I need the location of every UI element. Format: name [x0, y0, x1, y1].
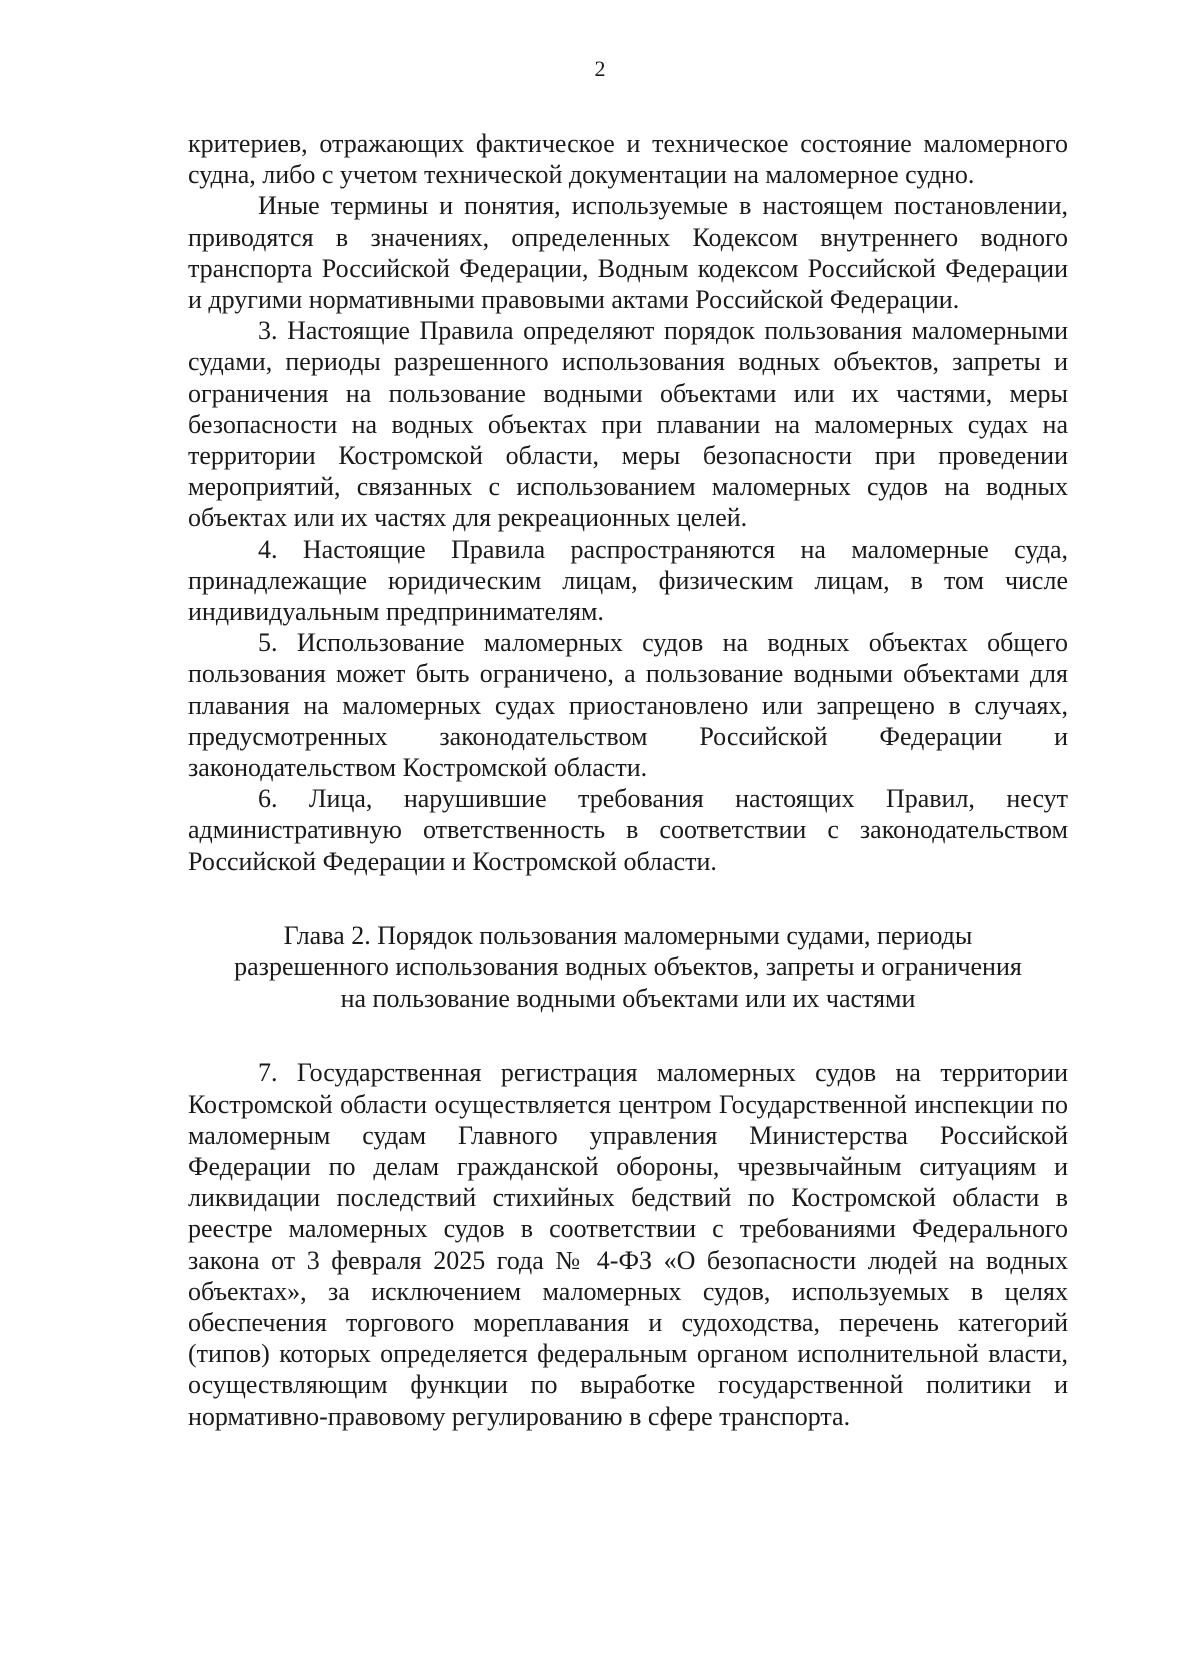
paragraph-7: 7. Государственная регистрация маломерных судов на территории Костромской области осуществляется центром Государственной инспекции по маломерным судам Главного управления Министерства Российской Федерации по делам гражданской обороны, чрезвычайным ситуациям и ликвидации последствий стихийных бедствий по Костромской области в реестре маломерных судов в соответствии с требованиями Федерального закона от 3 февраля 2025 года № 4-ФЗ «О безопасности людей на водных объектах», за исключением маломерных судов, используемых в целях обеспечения торгового мореплавания и судоходства, перечень категорий (типов) которых определяется федеральным органом исполнительной власти, осуществляющим функции по выработке государственной политики и нормативно-правовому регулированию в сфере транспорта.	[188, 1058, 1068, 1431]
document-body	[188, 128, 1068, 1432]
paragraph-other-terms: Иные термины и понятия, используемые в настоящем постановлении, приводятся в значениях, определенных Кодексом внутреннего водного транспорта Российской Федерации, Водным кодексом Российской Федерации и другими нормативными правовыми актами Российской Федерации.	[188, 191, 1068, 315]
chapter-heading-line-1: Глава 2. Порядок пользования маломерными судами, периоды	[283, 920, 973, 950]
chapter-heading-line-3: на пользование водными объектами или их частями	[340, 983, 916, 1013]
chapter-heading-line-2: разрешенного использования водных объектов, запреты и ограничения	[234, 952, 1022, 982]
paragraph-3: 3. Настоящие Правила определяют порядок пользования маломерными судами, периоды разрешенного использования водных объектов, запреты и ограничения на пользование водными объектами или их частями, меры безопасности на водных объектах при плавании на маломерных судах на территории Костромской области, меры безопасности при проведении мероприятий, связанных с использованием маломерных судов на водных объектах или их частях для рекреационных целей.	[188, 316, 1068, 533]
page-number: 2	[594, 56, 606, 81]
paragraph-4: 4. Настоящие Правила распространяются на маломерные суда, принадлежащие юридическим лицам, физическим лицам, в том числе индивидуальным предпринимателям.	[188, 534, 1068, 627]
paragraph-5: 5. Использование маломерных судов на водных объектах общего пользования может быть ограничено, а пользование водными объектами для плавания на маломерных судах приостановлено или запрещено в случаях, предусмотренных законодательством Российской Федерации и законодательством Костромской области.	[188, 628, 1068, 783]
paragraph-6: 6. Лица, нарушившие требования настоящих Правил, несут административную ответственность в соответствии с законодательством Российской Федерации и Костромской области.	[188, 784, 1068, 876]
chapter-2-heading	[188, 920, 1068, 1015]
paragraph-continuation: критериев, отражающих фактическое и техническое состояние маломерного судна, либо с учетом технической документации на маломерное судно.	[188, 129, 1068, 190]
